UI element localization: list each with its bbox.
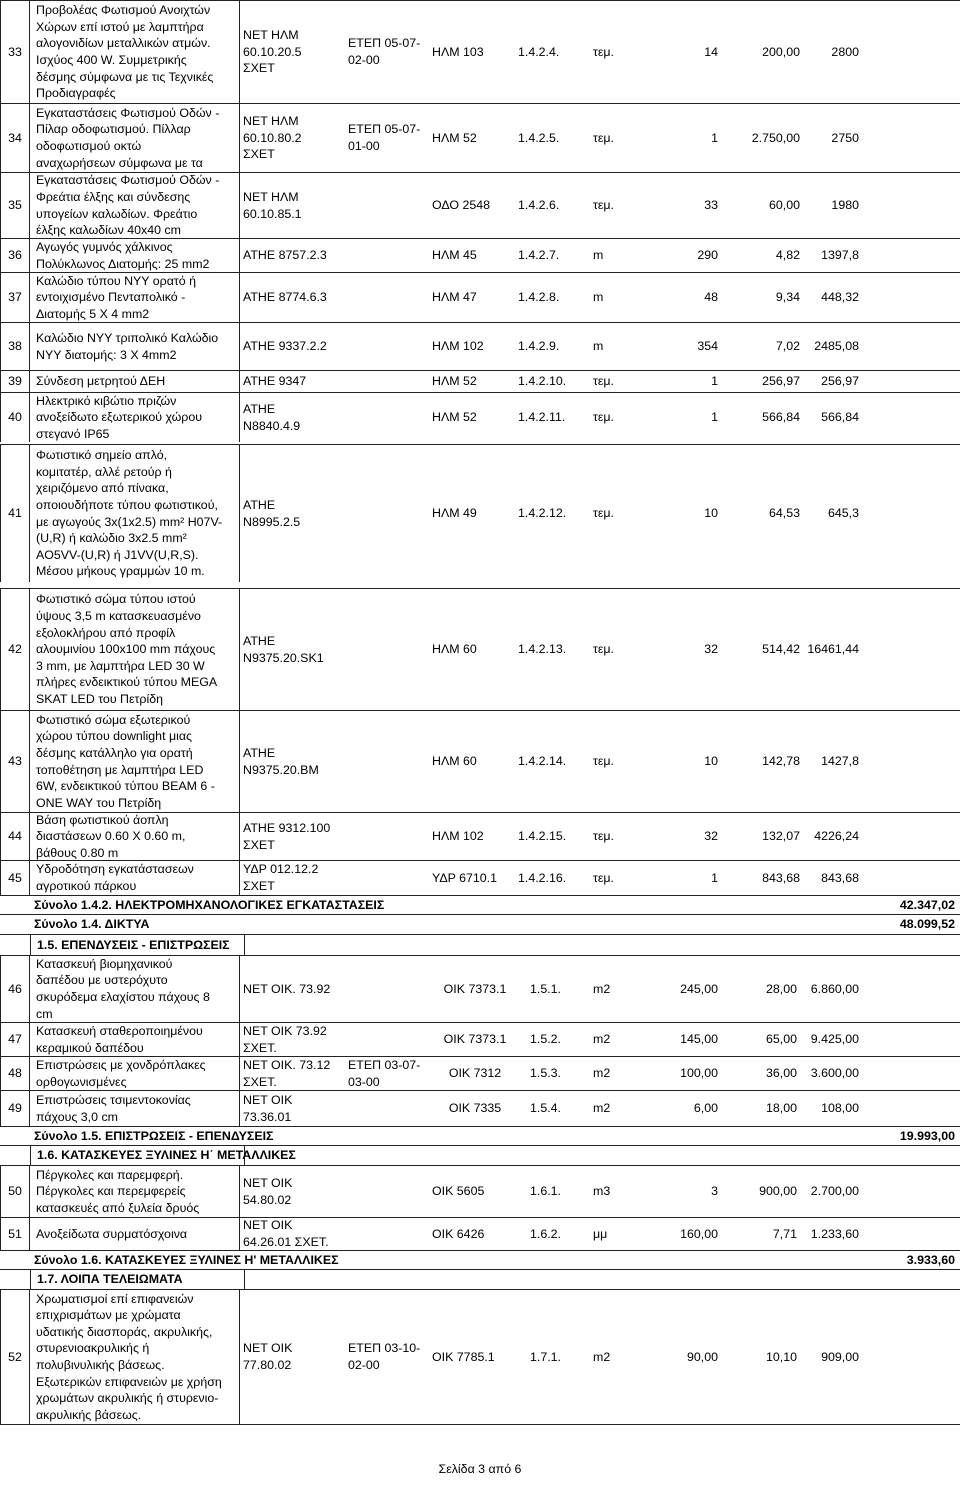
item-description: Επιστρώσεις με χονδρόπλακες ορθογωνισμένες xyxy=(30,1057,240,1090)
unit-price: 10,10 xyxy=(765,1349,797,1364)
item-code: ΝΕΤ ΟΙΚ 77.80.02 xyxy=(243,1341,293,1372)
unit-price: 4,82 xyxy=(775,248,800,263)
price-code: ΗΛΜ 103 xyxy=(432,44,484,59)
price-code: ΗΛΜ 47 xyxy=(432,290,477,305)
price-code: ΟΙΚ 6426 xyxy=(432,1226,485,1241)
price-code: ΟΙΚ 5605 xyxy=(432,1184,485,1199)
line-total: 1397,8 xyxy=(821,248,859,263)
unit: τεμ. xyxy=(593,410,614,425)
unit: m2 xyxy=(593,981,611,996)
page-footer: Σελίδα 3 από 6 xyxy=(438,1462,522,1476)
table-row xyxy=(0,0,960,103)
quantity: 1 xyxy=(711,130,718,145)
etep-spec: ΕΤΕΠ 05-07- 02-00 xyxy=(348,36,421,67)
quantity: 290 xyxy=(697,248,718,263)
section-heading-row xyxy=(0,1269,960,1289)
line-total: 645,3 xyxy=(827,506,859,521)
quantity: 145,00 xyxy=(680,1032,718,1047)
price-code: ΟΙΚ 7373.1 xyxy=(443,981,507,996)
article-number: 1.4.2.4. xyxy=(518,44,560,59)
table-row xyxy=(0,588,960,710)
table-row xyxy=(0,1022,960,1056)
item-number: 39 xyxy=(0,371,30,392)
table-row xyxy=(0,392,960,442)
price-code: ΗΛΜ 52 xyxy=(432,374,477,389)
item-description: Κατασκευή σταθεροποιημένου κεραμικού δαπέδου xyxy=(30,1023,240,1056)
section-heading: 1.5. ΕΠΕΝΔΥΣΕΙΣ - ΕΠΙΣΤΡΩΣΕΙΣ xyxy=(30,935,245,955)
unit: m xyxy=(593,339,604,354)
item-number: 44 xyxy=(0,813,30,860)
item-description: Φωτιστικό σώμα τύπου ιστού ύψους 3,5 m κατασκευασμένο εξολοκλήρου από προφίλ αλουμινίου 100x100 mm πάχους 3 mm, με λαμπτήρα LED 30 W πλήρες ενδεικτικού τύπου MEGA SKAT LED του Πετρίδη xyxy=(30,589,240,710)
unit-price: 843,68 xyxy=(762,870,800,885)
quantity: 245,00 xyxy=(680,981,718,996)
item-code: ΑΤΗΕ 9337.2.2 xyxy=(243,339,327,354)
total-label: Σύνολο 1.5. ΕΠΙΣΤΡΩΣΕΙΣ - ΕΠΕΝΔΥΣΕΙΣ xyxy=(34,1128,274,1143)
item-code: ΝΕΤ ΟΙΚ 54.80.02 xyxy=(243,1175,293,1207)
article-number: 1.4.2.13. xyxy=(518,642,567,657)
unit-price: 200,00 xyxy=(762,44,800,59)
unit: τεμ. xyxy=(593,642,614,657)
item-description: Εγκαταστάσεις Φωτισμού Οδών - Φρεάτια έλξης και σύνδεσης υπογείων καλωδίων. Φρεάτιο έλξης καλωδίων 40x40 cm xyxy=(30,173,240,238)
item-description: Προβολέας Φωτισμού Ανοιχτών Χώρων επί ιστού με λαμπτήρα αλογονιδίων μεταλλικών ατμών. Ισχύος 400 W. Συμμετρικής δέσμης σύμφωνα με τις Τεχνικές Προδιαγραφές xyxy=(30,1,240,103)
item-number: 33 xyxy=(0,1,30,103)
article-number: 1.4.2.16. xyxy=(518,870,567,885)
item-number: 37 xyxy=(0,273,30,322)
table-row xyxy=(0,860,960,895)
quantity: 160,00 xyxy=(680,1226,718,1241)
unit-price: 2.750,00 xyxy=(751,130,800,145)
item-description: Κατασκευή βιομηχανικού δαπέδου με υστερόχυτο σκυρόδεμα ελαχίστου πάχους 8 cm xyxy=(30,956,240,1022)
unit: τεμ. xyxy=(593,754,614,769)
item-description: Εγκαταστάσεις Φωτισμού Οδών - Πίλαρ οδοφωτισμού. Πίλλαρ οδοφωτισμού οκτώ αναχωρήσεων σύμφωνα με τα xyxy=(30,104,240,172)
article-number: 1.4.2.9. xyxy=(518,339,560,354)
article-number: 1.4.2.6. xyxy=(518,198,560,213)
unit-price: 514,42 xyxy=(762,642,800,657)
total-amount: 42.347,02 xyxy=(899,897,955,912)
unit-price: 28,00 xyxy=(765,981,797,996)
unit: m3 xyxy=(593,1184,611,1199)
item-number: 43 xyxy=(0,711,30,812)
quantity: 1 xyxy=(711,870,718,885)
item-code: ΝΕΤ ΟΙΚ 64.26.01 ΣΧΕΤ. xyxy=(243,1218,329,1249)
quantity: 48 xyxy=(704,290,718,305)
total-amount: 48.099,52 xyxy=(899,917,955,932)
section-heading: 1.6. ΚΑΤΑΣΚΕΥΕΣ ΞΥΛΙΝΕΣ Η΄ ΜΕΤΑΛΛΙΚΕΣ xyxy=(30,1146,245,1165)
article-number: 1.4.2.10. xyxy=(518,374,567,389)
line-total: 1980 xyxy=(831,198,859,213)
total-amount: 19.993,00 xyxy=(899,1128,955,1143)
unit-price: 256,97 xyxy=(762,374,800,389)
unit-price: 900,00 xyxy=(759,1184,797,1199)
table-row xyxy=(0,1165,960,1217)
item-code: ΑΤΗΕ 8774.6.3 xyxy=(243,290,327,305)
table-row xyxy=(0,370,960,392)
unit-price: 566,84 xyxy=(762,410,800,425)
item-description: Φωτιστικό σώμα εξωτερικού χώρου τύπου downlight μιας δέσμης κατάλληλο για ορατή τοποθέτηση με λαμπτήρα LED 6W, ενδεικτικού τύπου BEAM 6 - ONE WAY του Πετρίδη xyxy=(30,711,240,812)
price-code: ΗΛΜ 45 xyxy=(432,248,477,263)
unit: m2 xyxy=(593,1032,611,1047)
etep-spec: ΕΤΕΠ 05-07- 01-00 xyxy=(348,122,421,153)
line-total: 16461,44 xyxy=(807,642,859,657)
total-amount: 3.933,60 xyxy=(906,1252,955,1267)
unit: m xyxy=(593,290,604,305)
item-number: 47 xyxy=(0,1023,30,1056)
price-code: ΗΛΜ 60 xyxy=(432,642,477,657)
line-total: 6.860,00 xyxy=(810,981,859,996)
table-row xyxy=(0,710,960,812)
item-description: Καλώδιο ΝΥΥ τριπολικό Καλώδιο ΝΥΥ διατομής: 3 Χ 4mm2 xyxy=(30,323,240,370)
unit-price: 7,71 xyxy=(772,1226,797,1241)
item-description: Ηλεκτρικό κιβώτιο πριζών ανοξείδωτο εξωτερικού χώρου στεγανό IP65 xyxy=(30,393,240,442)
section-heading: 1.7. ΛΟΙΠΑ ΤΕΛΕΙΩΜΑΤΑ xyxy=(30,1270,245,1289)
unit: m2 xyxy=(593,1349,611,1364)
total-row xyxy=(0,914,960,934)
item-code: ΑΤΗΕ 8757.2.3 xyxy=(243,248,327,263)
item-code: ΝΕΤ ΟΙΚ. 73.12 ΣΧΕΤ. xyxy=(243,1057,331,1089)
section-heading-row xyxy=(0,934,960,955)
unit-price: 132,07 xyxy=(762,829,800,844)
item-description: Ανοξείδωτα συρματόσχοινα xyxy=(30,1218,240,1250)
article-number: 1.5.3. xyxy=(530,1066,562,1081)
total-row xyxy=(0,895,960,914)
item-code: ΑΤΗΕ 9347 xyxy=(243,374,307,389)
unit-price: 64,53 xyxy=(768,506,800,521)
item-number: 40 xyxy=(0,393,30,442)
etep-spec: ΕΤΕΠ 03-07- 03-00 xyxy=(348,1057,421,1089)
table-row xyxy=(0,444,960,582)
article-number: 1.6.2. xyxy=(530,1226,562,1241)
quantity: 32 xyxy=(704,642,718,657)
unit-price: 65,00 xyxy=(765,1032,797,1047)
item-code: ΝΕΤ ΟΙΚ 73.92 ΣΧΕΤ. xyxy=(243,1023,327,1055)
section-heading-row xyxy=(0,1145,960,1165)
line-total: 843,68 xyxy=(821,870,859,885)
unit: τεμ. xyxy=(593,870,614,885)
unit-price: 9,34 xyxy=(775,290,800,305)
item-number: 51 xyxy=(0,1218,30,1250)
unit: m xyxy=(593,248,604,263)
item-description: Φωτιστικό σημείο απλό, κομιτατέρ, αλλέ ρετούρ ή χειριζόμενο από πίνακα, οποιουδήποτε τύπου φωτιστικού, με αγωγούς 3x(1x2.5) mm² H07V- (U,R) ή καλώδιο 3x2.5 mm² AO5VV-(U,R) ή J1VV(U,R,S). Μέσου μήκους γραμμών 10 m. xyxy=(30,445,240,582)
item-description: Πέργκολες και παρεμφερή. Πέργκολες και περεμφερείς κατασκευές από ξυλεία δρυός xyxy=(30,1166,240,1217)
unit: m2 xyxy=(593,1066,611,1081)
quantity: 1 xyxy=(711,374,718,389)
price-code: ΥΔΡ 6710.1 xyxy=(432,870,498,885)
item-number: 36 xyxy=(0,239,30,272)
item-code: ΑΤΗΕ Ν8840.4.9 xyxy=(243,401,301,433)
item-number: 52 xyxy=(0,1290,30,1424)
unit: m2 xyxy=(593,1101,611,1116)
item-description: Υδροδότηση εγκατάστασεων αγροτικού πάρκου xyxy=(30,861,240,895)
etep-spec: ΕΤΕΠ 03-10- 02-00 xyxy=(348,1341,421,1372)
table-row xyxy=(0,955,960,1022)
table-row xyxy=(0,103,960,172)
item-description: Αγωγός γυμνός χάλκινος Πολύκλωνος Διατομής: 25 mm2 xyxy=(30,239,240,272)
quantity: 32 xyxy=(704,829,718,844)
item-number: 46 xyxy=(0,956,30,1022)
unit-price: 142,78 xyxy=(762,754,800,769)
table-row xyxy=(0,1289,960,1425)
total-label: Σύνολο 1.4.2. ΗΛΕΚΤΡΟΜΗΧΑΝΟΛΟΓΙΚΕΣ ΕΓΚΑΤΑΣΤΑΣΕΙΣ xyxy=(34,897,385,912)
item-code: ΝΕΤ ΗΛΜ 60.10.80.2 ΣΧΕΤ xyxy=(243,114,302,162)
table-row xyxy=(0,172,960,238)
table-row xyxy=(0,812,960,860)
unit: τεμ. xyxy=(593,506,614,521)
article-number: 1.4.2.7. xyxy=(518,248,560,263)
item-number: 35 xyxy=(0,173,30,238)
unit-price: 7,02 xyxy=(775,339,800,354)
line-total: 256,97 xyxy=(821,374,859,389)
total-row xyxy=(0,1250,960,1269)
line-total: 3.600,00 xyxy=(810,1066,859,1081)
line-total: 566,84 xyxy=(821,410,859,425)
quantity: 3 xyxy=(711,1184,718,1199)
article-number: 1.4.2.12. xyxy=(518,506,567,521)
line-total: 1427,8 xyxy=(821,754,859,769)
table-row xyxy=(0,322,960,370)
line-total: 108,00 xyxy=(821,1101,859,1116)
item-code: ΑΤΗΕ 9312.100 ΣΧΕΤ xyxy=(243,820,331,852)
item-number: 50 xyxy=(0,1166,30,1217)
price-code: ΗΛΜ 102 xyxy=(432,339,484,354)
price-code: ΟΔΟ 2548 xyxy=(432,198,491,213)
article-number: 1.5.1. xyxy=(530,981,562,996)
line-total: 2750 xyxy=(831,130,859,145)
item-code: ΝΕΤ ΟΙΚ 73.36.01 xyxy=(243,1092,293,1124)
quantity: 6,00 xyxy=(693,1101,718,1116)
quantity: 14 xyxy=(704,44,718,59)
quantity: 10 xyxy=(704,754,718,769)
item-code: ΑΤΗΕ Ν9375.20.ΒΜ xyxy=(243,745,319,777)
line-total: 448,32 xyxy=(821,290,859,305)
quantity: 10 xyxy=(704,506,718,521)
article-number: 1.4.2.14. xyxy=(518,754,567,769)
item-number: 38 xyxy=(0,323,30,370)
item-code: ΝΕΤ ΗΛΜ 60.10.20.5 ΣΧΕΤ xyxy=(243,28,302,76)
item-number: 49 xyxy=(0,1091,30,1126)
table-row xyxy=(0,1217,960,1250)
article-number: 1.4.2.15. xyxy=(518,829,567,844)
price-code: ΟΙΚ 7312 xyxy=(448,1066,502,1081)
item-number: 45 xyxy=(0,861,30,895)
price-code: ΗΛΜ 52 xyxy=(432,410,477,425)
unit: τεμ. xyxy=(593,130,614,145)
table-row xyxy=(0,272,960,322)
unit-price: 36,00 xyxy=(765,1066,797,1081)
table-row xyxy=(0,1090,960,1126)
unit: τεμ. xyxy=(593,374,614,389)
article-number: 1.4.2.11. xyxy=(518,410,566,425)
price-code: ΟΙΚ 7373.1 xyxy=(443,1032,507,1047)
total-row xyxy=(0,1126,960,1145)
item-description: Χρωματισμοί επί επιφανειών επιχρισμάτων με χρώματα υδατικής διασποράς, ακρυλικής, στυρενιοακρυλικής ή πολυβινυλικής βάσεως. Εξωτερικών επιφανειών με χρήση χρωμάτων ακρυλικής ή στυρενιο- ακρυλικής βάσεως. xyxy=(30,1290,240,1424)
table-row xyxy=(0,1056,960,1090)
line-total: 9.425,00 xyxy=(810,1032,859,1047)
price-code: ΟΙΚ 7335 xyxy=(448,1101,502,1116)
item-code: ΥΔΡ 012.12.2 ΣΧΕΤ xyxy=(243,862,319,893)
unit-price: 60,00 xyxy=(768,198,800,213)
line-total: 2.700,00 xyxy=(810,1184,859,1199)
item-description: Επιστρώσεις τσιμεντοκονίας πάχους 3,0 cm xyxy=(30,1091,240,1126)
quantity: 90,00 xyxy=(686,1349,718,1364)
line-total: 1.233,60 xyxy=(810,1226,859,1241)
price-code: ΗΛΜ 49 xyxy=(432,506,477,521)
price-code: ΗΛΜ 102 xyxy=(432,829,484,844)
quantity: 354 xyxy=(697,339,718,354)
item-description: Σύνδεση μετρητού ΔΕΗ xyxy=(30,371,240,392)
unit: τεμ. xyxy=(593,198,614,213)
table-row xyxy=(0,238,960,272)
item-number: 34 xyxy=(0,104,30,172)
price-code: ΗΛΜ 60 xyxy=(432,754,477,769)
article-number: 1.7.1. xyxy=(530,1349,562,1364)
unit-price: 18,00 xyxy=(765,1101,797,1116)
item-number: 41 xyxy=(0,445,30,582)
item-code: ΝΕΤ ΟΙΚ. 73.92 xyxy=(243,981,331,996)
price-code: ΗΛΜ 52 xyxy=(432,130,477,145)
item-code: ΑΤΗΕ Ν8995.2.5 xyxy=(243,497,301,529)
line-total: 4226,24 xyxy=(814,829,859,844)
article-number: 1.5.2. xyxy=(530,1032,562,1047)
line-total: 909,00 xyxy=(821,1349,859,1364)
price-code: ΟΙΚ 7785.1 xyxy=(432,1349,495,1364)
unit: τεμ. xyxy=(593,44,614,59)
unit: τεμ. xyxy=(593,829,614,844)
line-total: 2800 xyxy=(831,44,859,59)
article-number: 1.6.1. xyxy=(530,1184,562,1199)
item-code: ΝΕΤ ΗΛΜ 60.10.85.1 xyxy=(243,189,302,221)
line-total: 2485,08 xyxy=(814,339,859,354)
total-label: Σύνολο 1.4. ΔΙΚΤΥΑ xyxy=(34,917,150,932)
unit: μμ xyxy=(593,1226,608,1241)
total-label: Σύνολο 1.6. ΚΑΤΑΣΚΕΥΕΣ ΞΥΛΙΝΕΣ Η' ΜΕΤΑΛΛΙΚΕΣ xyxy=(34,1252,339,1267)
quantity: 1 xyxy=(711,410,718,425)
item-number: 42 xyxy=(0,589,30,710)
quantity: 33 xyxy=(704,198,718,213)
quantity: 100,00 xyxy=(680,1066,718,1081)
item-description: Βάση φωτιστικού άοπλη διαστάσεων 0.60 Χ 0.60 m, βάθους 0.80 m xyxy=(30,813,240,860)
item-description: Καλώδιο τύπου ΝΥΥ ορατό ή εντοιχισμένο Πενταπολικό - Διατομής 5 Χ 4 mm2 xyxy=(30,273,240,322)
article-number: 1.4.2.8. xyxy=(518,290,560,305)
article-number: 1.5.4. xyxy=(530,1101,562,1116)
article-number: 1.4.2.5. xyxy=(518,130,560,145)
item-number: 48 xyxy=(0,1057,30,1090)
item-code: ΑΤΗΕ Ν9375.20.SK1 xyxy=(243,633,324,665)
